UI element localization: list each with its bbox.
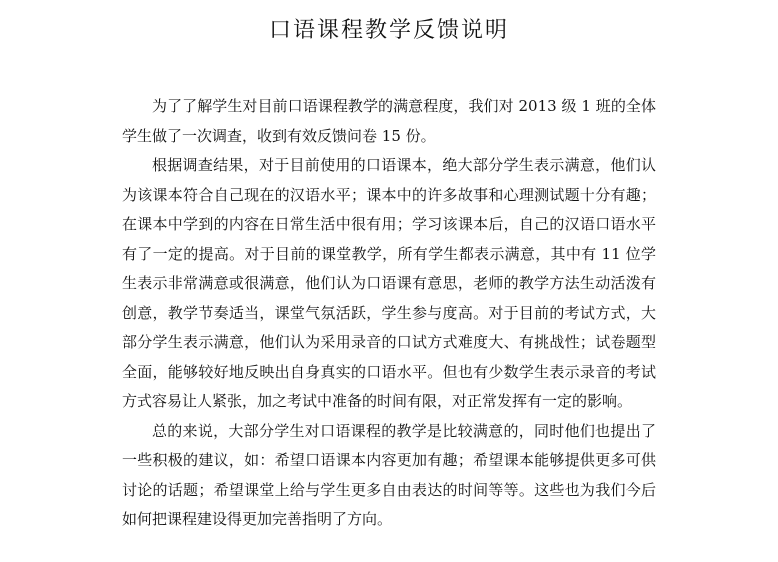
paragraph-summary: 总的来说，大部分学生对口语课程的教学是比较满意的，同时他们也提出了一些积极的建议，如：希望口语课本内容更加有趣；希望课本能够提供更多可供讨论的话题；希望课堂上给与学生更多自由表达的时间等等。这些也为我们今后如何把课程建设得更加完善指明了方向。 — [122, 421, 656, 528]
document-title: 口语课程教学反馈说明 — [268, 18, 509, 43]
paragraph-survey-results: 根据调查结果，对于目前使用的口语课本，绝大部分学生表示满意，他们认为该课本符合自己现在的汉语水平；课本中的许多故事和心理测试题十分有趣；在课本中学到的内容在日常生活中很有用；学习该课本后，自己的汉语口语水平有了一定的提高。对于目前的课堂教学，所有学生都表示满意，其中有 11 位学生表示非常满意或很满意，他们认为口语课有意思，老师的教学方法生动活泼有创意，教学节奏适当，课堂气氛活跃，学生参与度高。对于目前的考试方式，大部分学生表示满意，他们认为采用录音的口试方式难度大、有挑战性；试卷题型全面，能够较好地反映出自身真实的口语水平。但也有少数学生表示录音的考试方式容易让人紧张，加之考试中准备的时间有限，对正常发挥有一定的影响。 — [122, 156, 656, 410]
paragraph-survey-intro: 为了了解学生对目前口语课程教学的满意程度，我们对 2013 级 1 班的全体学生做了一次调查，收到有效反馈问卷 15 份。 — [122, 97, 656, 145]
document-body — [122, 92, 656, 535]
